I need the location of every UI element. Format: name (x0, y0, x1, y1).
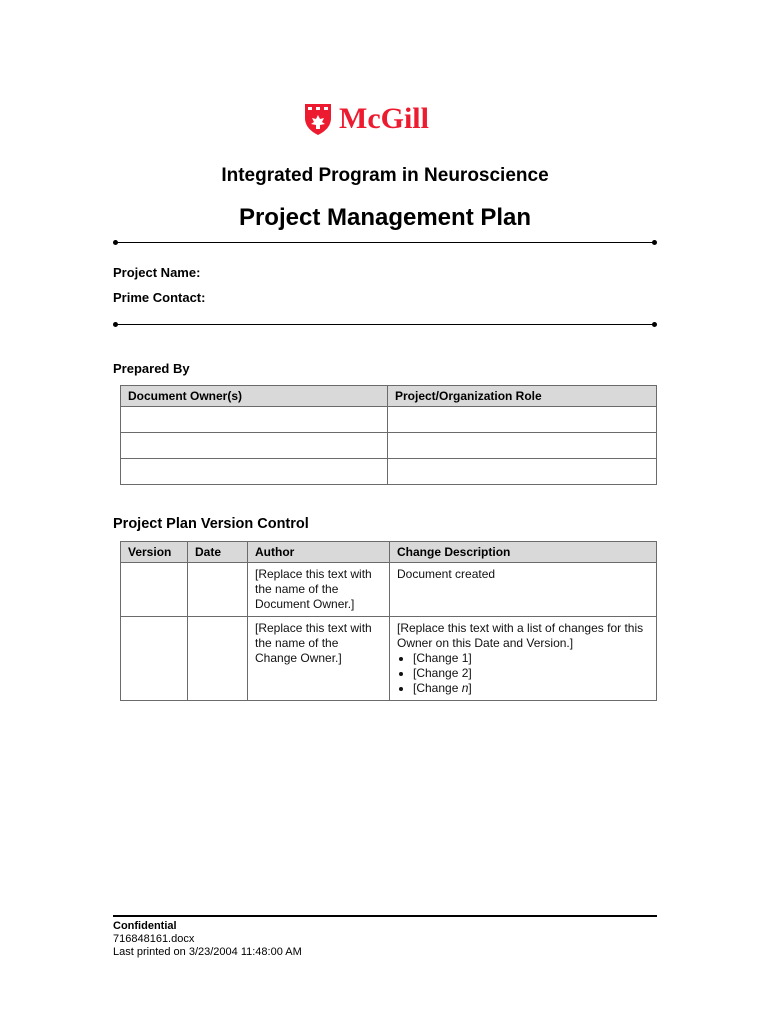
table-cell[interactable] (121, 459, 388, 485)
table-cell[interactable] (121, 407, 388, 433)
column-header: Date (188, 542, 248, 563)
table-row (121, 433, 657, 459)
table-row (121, 459, 657, 485)
mcgill-wordmark: McGill (339, 102, 429, 135)
table-row (121, 407, 657, 433)
change-list (397, 651, 649, 696)
table-row (121, 617, 657, 701)
version-cell[interactable] (121, 563, 188, 617)
version-cell[interactable] (121, 617, 188, 701)
table-header-row (121, 542, 657, 563)
column-header: Author (248, 542, 390, 563)
author-cell[interactable]: [Replace this text with the name of the Change Owner.] (248, 617, 390, 701)
table-cell[interactable] (388, 407, 657, 433)
column-header: Change Description (390, 542, 657, 563)
prepared-by-table (120, 385, 657, 485)
date-cell[interactable] (188, 617, 248, 701)
list-item: • [Change 2] (413, 666, 649, 681)
date-cell[interactable] (188, 563, 248, 617)
change-n-suffix: ] (468, 681, 472, 695)
list-item: • [Change 1] (413, 651, 649, 666)
change-n-variable: n (461, 681, 469, 695)
document-title: Project Management Plan (238, 204, 532, 231)
description-text: [Replace this text with a list of changes for this Owner on this Date and Version.] (397, 621, 644, 650)
column-header: Document Owner(s) (121, 386, 388, 407)
print-date: Last printed on 3/23/2004 11:48:00 AM (113, 946, 302, 958)
description-cell[interactable]: Document created (390, 563, 657, 617)
confidential-label: Confidential (113, 920, 177, 932)
divider-bottom (115, 324, 655, 325)
program-name: Integrated Program in Neuroscience (221, 165, 549, 186)
footer-rule (113, 915, 657, 917)
table-row (121, 563, 657, 617)
column-header: Version (121, 542, 188, 563)
description-cell[interactable] (390, 617, 657, 701)
list-item (413, 681, 649, 696)
table-cell[interactable] (388, 459, 657, 485)
column-header: Project/Organization Role (388, 386, 657, 407)
prepared-by-heading: Prepared By (113, 361, 190, 376)
project-name-label: Project Name: (113, 265, 201, 280)
version-control-table (120, 541, 657, 701)
mcgill-logo (303, 101, 429, 137)
file-name: 716848161.docx (113, 933, 195, 945)
table-header-row (121, 386, 657, 407)
mcgill-crest-icon (303, 102, 333, 136)
version-control-heading: Project Plan Version Control (113, 516, 309, 532)
footer (113, 920, 302, 959)
change-n-prefix: [Change (413, 681, 462, 695)
divider-top (115, 242, 655, 243)
prime-contact-label: Prime Contact: (113, 290, 206, 305)
author-cell[interactable]: [Replace this text with the name of the Document Owner.] (248, 563, 390, 617)
table-cell[interactable] (121, 433, 388, 459)
table-cell[interactable] (388, 433, 657, 459)
